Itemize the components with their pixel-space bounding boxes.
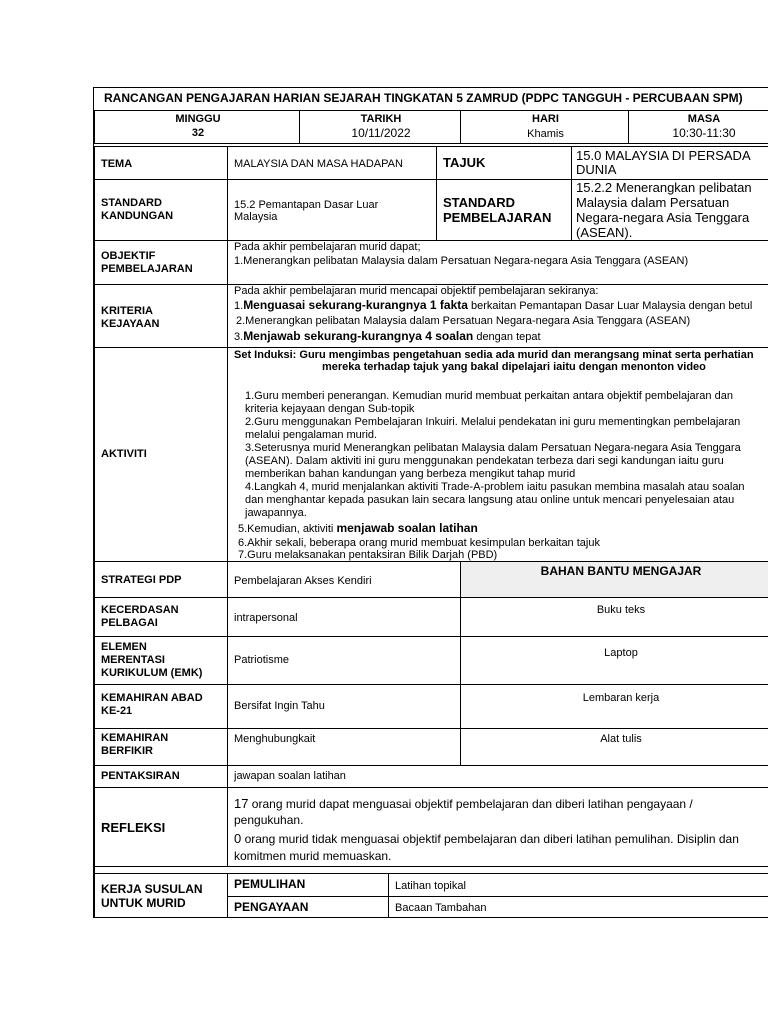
emk-value-cell (227, 636, 461, 685)
bbm-header-cell (460, 561, 768, 598)
bbm-header: BAHAN BANTU MENGAJAR (540, 564, 702, 578)
abad21-value: Bersifat Ingin Tahu (234, 700, 325, 712)
sp-value-cell (571, 179, 768, 241)
kerja-susulan-label-2: UNTUK MURID (101, 896, 186, 910)
refleksi-label: REFLEKSI (101, 820, 166, 835)
masa-value: 10:30-11:30 (672, 126, 736, 140)
sp-label-cell (436, 179, 572, 241)
pemulihan-value: Latihan topikal (395, 880, 466, 892)
tajuk-value-1: 15.0 MALAYSIA DI PERSADA (576, 148, 751, 163)
sk-value-cell (227, 179, 437, 241)
emk-label-1: ELEMEN (101, 641, 147, 653)
objektif-value-cell (227, 240, 768, 285)
tema-value-cell (227, 146, 437, 180)
kecerdasan-value-cell (227, 597, 461, 637)
sk-label-1: STANDARD (101, 197, 162, 209)
tema-label: TEMA (101, 158, 133, 170)
sp-line-2: Malaysia dalam Persatuan (576, 195, 730, 210)
emk-label-2: MERENTASI (101, 654, 165, 666)
pengayaan-value-cell (388, 896, 768, 918)
refleksi-line-3: 0 orang murid tidak menguasai objektif pembelajaran dan diberi latihan pemulihan. Disiplin dan (234, 831, 739, 846)
minggu-value: 32 (191, 127, 205, 139)
pentaksiran-value-cell (227, 765, 768, 788)
step-2b: melalui pengalaman murid. (245, 429, 378, 441)
step-4a: 4.Langkah 4, murid menjalankan aktiviti Trade-A-problem iaitu pasukan membina masalah atau soalan (245, 481, 745, 493)
strategi-label: STRATEGI PDP (101, 574, 182, 586)
tarikh-cell (299, 110, 461, 144)
step-3c: memberikan bahan kandungan yang berbeza mengikut tahap murid (245, 468, 576, 480)
objektif-line-1: Pada akhir pembelajaran murid dapat; (234, 241, 421, 253)
sp-line-3: Negara-negara Asia Tenggara (576, 210, 750, 225)
refleksi-line-4: komitmen murid memuaskan. (234, 849, 392, 863)
masa-cell (628, 110, 768, 144)
lesson-plan-sheet (93, 87, 768, 918)
aktiviti-label: AKTIVITI (101, 448, 147, 460)
bbm-item-1-cell (460, 597, 768, 637)
aktiviti-label-cell (94, 347, 228, 562)
kriteria-value-cell (227, 284, 768, 348)
sk-value-2: Malaysia (234, 211, 278, 223)
strategi-label-cell (94, 561, 228, 598)
bbm-item-3-cell (460, 684, 768, 729)
strategi-value: Pembelajaran Akses Kendiri (234, 575, 372, 587)
hari-cell (460, 110, 629, 144)
tajuk-label: TAJUK (443, 155, 486, 170)
step-2a: 2.Guru menggunakan Pembelajaran Inkuiri. Melalui pendekatan ini guru mementingkan pembelajaran (245, 416, 741, 428)
abad21-label-2: KE-21 (101, 705, 133, 717)
bbm-item-2: Laptop (604, 647, 638, 659)
bbm-item-4-cell (460, 728, 768, 766)
kerja-susulan-label-cell (94, 873, 228, 918)
aktiviti-value-cell (227, 347, 768, 562)
hari-label: HARI (532, 113, 559, 125)
bbm-item-4: Alat tulis (600, 733, 642, 745)
berfikir-label-cell (94, 728, 228, 766)
sk-label-cell (94, 179, 228, 241)
page-title: RANCANGAN PENGAJARAN HARIAN SEJARAH TINGKATAN 5 ZAMRUD (PDPC TANGGUH - PERCUBAAN SPM) (104, 91, 743, 105)
refleksi-label-cell (94, 787, 228, 867)
pemulihan-label-cell (227, 873, 389, 897)
pengayaan-value: Bacaan Tambahan (395, 902, 487, 914)
minggu-label: MINGGU (175, 113, 221, 125)
tarikh-value: 10/11/2022 (351, 126, 411, 140)
tajuk-label-cell (436, 146, 572, 180)
pentaksiran-label: PENTAKSIRAN (101, 770, 180, 782)
sp-line-4: (ASEAN). (576, 225, 633, 240)
kriteria-line-2: 1.Menguasai sekurang-kurangnya 1 fakta berkaitan Pemantapan Dasar Luar Malaysia dengan betul (234, 298, 753, 312)
pengayaan-label-cell (227, 896, 389, 918)
pentaksiran-value: jawapan soalan latihan (234, 770, 346, 782)
berfikir-value: Menghubungkait (234, 733, 316, 745)
abad21-label-cell (94, 684, 228, 729)
minggu-cell (94, 110, 300, 144)
step-1a: 1.Guru memberi penerangan. Kemudian murid membuat perkaitan antara objektif pembelajaran dan (245, 390, 733, 402)
pemulihan-label: PEMULIHAN (234, 877, 306, 891)
kecerdasan-label-2: PELBAGAI (101, 617, 158, 629)
berfikir-label-1: KEMAHIRAN (101, 732, 169, 744)
kecerdasan-label-cell (94, 597, 228, 637)
berfikir-label-2: BERFIKIR (101, 745, 153, 757)
refleksi-line-1: 17 orang murid dapat menguasai objektif pembelajaran dan diberi latihan pengayaan / (234, 796, 693, 811)
refleksi-value-cell (227, 787, 768, 867)
abad21-value-cell (227, 684, 461, 729)
kriteria-line-4: 3.Menjawab sekurang-kurangnya 4 soalan dengan tepat (234, 329, 541, 343)
objektif-label-cell (94, 240, 228, 285)
berfikir-value-cell (227, 728, 461, 766)
tema-label-cell (94, 146, 228, 180)
sp-label-2: PEMBELAJARAN (443, 210, 552, 225)
pemulihan-value-cell (388, 873, 768, 897)
sk-label-2: KANDUNGAN (101, 210, 174, 222)
kriteria-label-1: KRITERIA (101, 305, 153, 317)
refleksi-line-2: pengukuhan. (234, 813, 304, 827)
sp-line-1: 15.2.2 Menerangkan pelibatan (576, 180, 752, 195)
step-1b: kriteria kejayaan dengan Sub-topik (245, 403, 415, 415)
bbm-item-1: Buku teks (596, 604, 646, 616)
kriteria-line-1: Pada akhir pembelajaran murid mencapai objektif pembelajaran sekiranya: (234, 285, 599, 297)
sk-value-1: 15.2 Pemantapan Dasar Luar (234, 199, 379, 211)
emk-value: Patriotisme (234, 654, 290, 666)
step-7: 7.Guru melaksanakan pentaksiran Bilik Darjah (PBD) (238, 549, 498, 561)
step-3b: (ASEAN). Dalam aktiviti ini guru menggunakan pendekatan terbeza dari segi kandungan iaitu guru (245, 455, 724, 467)
tema-value: MALAYSIA DAN MASA HADAPAN (234, 158, 403, 170)
objektif-label-2: PEMBELAJARAN (101, 263, 193, 275)
abad21-label-1: KEMAHIRAN ABAD (101, 692, 203, 704)
tajuk-value-2: DUNIA (576, 162, 617, 177)
emk-label-3: KURIKULUM (EMK) (101, 667, 203, 679)
bbm-item-2-cell (460, 636, 768, 685)
hari-value: Khamis (527, 128, 564, 140)
kecerdasan-label-1: KECERDASAN (101, 604, 179, 616)
tarikh-label: TARIKH (360, 113, 402, 125)
kecerdasan-value: intrapersonal (234, 612, 298, 624)
emk-label-cell (94, 636, 228, 685)
kriteria-label-cell (94, 284, 228, 348)
sp-label-1: STANDARD (443, 195, 515, 210)
masa-label: MASA (687, 113, 721, 125)
strategi-value-cell (227, 561, 461, 598)
step-6: 6.Akhir sekali, beberapa orang murid membuat kesimpulan berkaitan tajuk (238, 537, 600, 549)
bbm-item-3: Lembaran kerja (582, 692, 660, 704)
induksi-line-1: Set Induksi: Guru mengimbas pengetahuan sedia ada murid dan merangsang minat serta perhatian (234, 349, 754, 361)
pentaksiran-label-cell (94, 765, 228, 788)
pengayaan-label: PENGAYAAN (234, 900, 309, 914)
objektif-label-1: OBJEKTIF (101, 250, 156, 262)
induksi-line-2: mereka terhadap tajuk yang bakal dipelajari iaitu dengan menonton video (322, 361, 706, 373)
kriteria-label-2: KEJAYAAN (101, 318, 160, 330)
step-4c: jawapannya. (245, 507, 307, 519)
objektif-line-2: 1.Menerangkan pelibatan Malaysia dalam Persatuan Negara-negara Asia Tenggara (ASEAN) (234, 255, 689, 267)
step-3a: 3.Seterusnya murid Menerangkan pelibatan Malaysia dalam Persatuan Negara-negara Asia Tenggara (245, 442, 741, 454)
step-4b: dan menghantar kepada pasukan lain secara langsung atau online untuk mencari penyelesaian atau (245, 494, 735, 506)
tajuk-value-cell (571, 146, 768, 180)
kriteria-line-3: 2.Menerangkan pelibatan Malaysia dalam Persatuan Negara-negara Asia Tenggara (ASEAN) (236, 315, 691, 327)
step-5: 5.Kemudian, aktiviti menjawab soalan latihan (238, 521, 478, 535)
kerja-susulan-label-1: KERJA SUSULAN (101, 882, 203, 896)
